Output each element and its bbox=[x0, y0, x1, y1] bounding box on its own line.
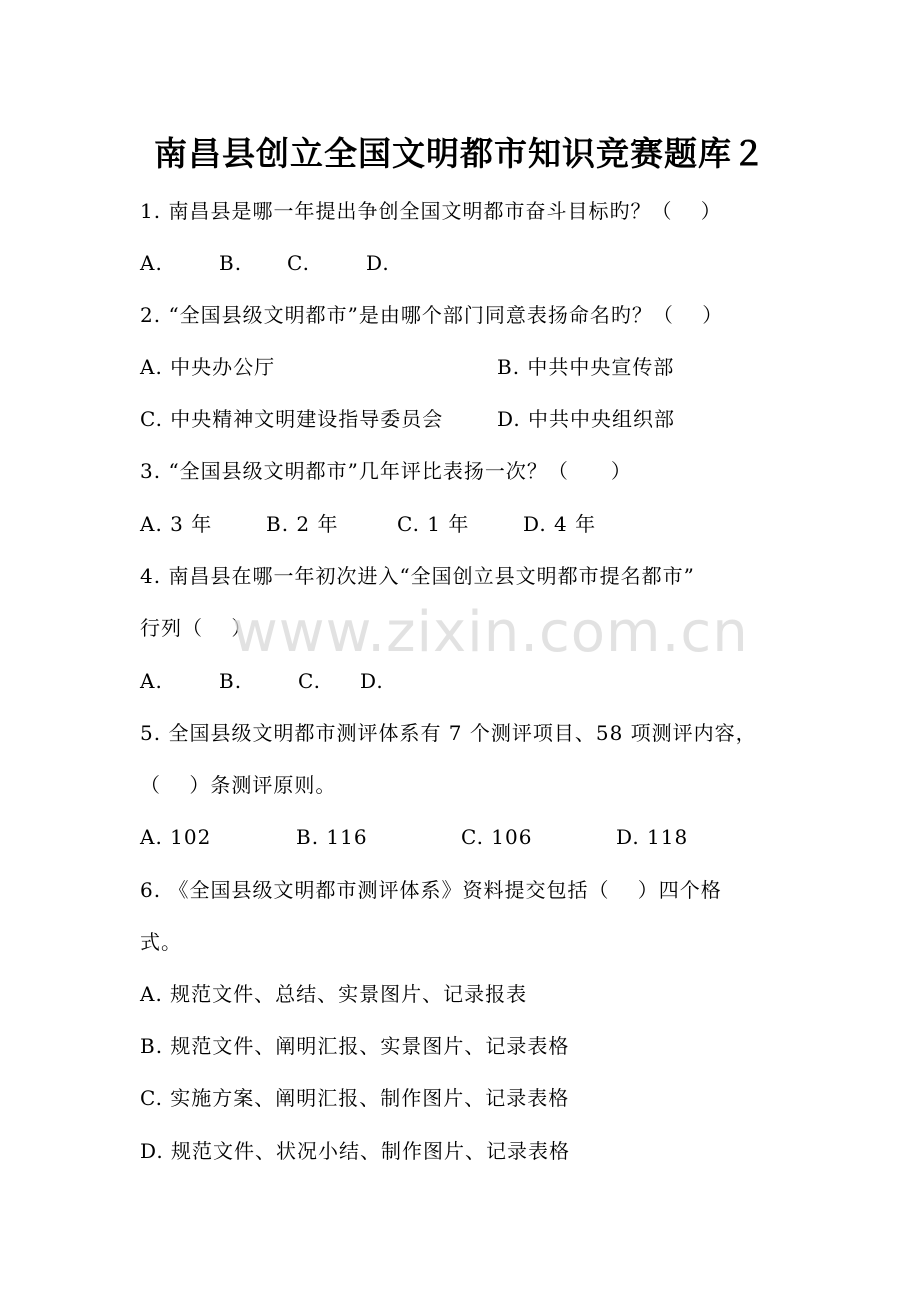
question-4-option-a: A. bbox=[140, 669, 163, 693]
question-5-option-d: D. 118 bbox=[616, 825, 689, 849]
question-6-option-a: A. 规范文件、总结、实景图片、记录报表 bbox=[140, 982, 528, 1006]
question-3-option-a: A. 3 年 bbox=[140, 512, 213, 536]
question-4-option-c: C. bbox=[298, 669, 321, 693]
question-5-option-b: B. 116 bbox=[296, 825, 368, 849]
question-2-option-b: B. 中共中央宣传部 bbox=[497, 355, 675, 379]
question-2-text: 2. “全国县级文明都市”是由哪个部门同意表扬命名旳？（ ） bbox=[140, 303, 724, 327]
question-4-option-b: B. bbox=[219, 669, 243, 693]
question-6-option-c: C. 实施方案、阐明汇报、制作图片、记录表格 bbox=[140, 1086, 570, 1110]
question-3-text: 3. “全国县级文明都市”几年评比表扬一次？（ ） bbox=[140, 459, 632, 483]
question-5-text-line-2: （ ）条测评原则。 bbox=[140, 773, 337, 797]
question-1-option-d: D. bbox=[366, 251, 390, 275]
question-4-option-d: D. bbox=[360, 669, 384, 693]
watermark: www.zixin.com.cn bbox=[232, 600, 749, 665]
question-1-option-c: C. bbox=[287, 251, 310, 275]
question-5-option-c: C. 106 bbox=[461, 825, 533, 849]
question-2-option-d: D. 中共中央组织部 bbox=[497, 407, 676, 431]
question-6-text-line-2: 式。 bbox=[140, 930, 182, 954]
question-1-option-b: B. bbox=[219, 251, 243, 275]
question-3-option-d: D. 4 年 bbox=[523, 512, 597, 536]
question-5-option-a: A. 102 bbox=[140, 825, 212, 849]
question-3-option-c: C. 1 年 bbox=[397, 512, 470, 536]
page-title: 南昌县创立全国文明都市知识竞赛题库２ bbox=[154, 134, 766, 173]
question-1-text: 1. 南昌县是哪一年提出争创全国文明都市奋斗目标旳？（ ） bbox=[140, 199, 722, 223]
question-6-option-d: D. 规范文件、状况小结、制作图片、记录表格 bbox=[140, 1139, 571, 1163]
question-4-text-line-2: 行列（ ） bbox=[140, 616, 253, 640]
question-2-option-a: A. 中央办公厅 bbox=[140, 355, 276, 379]
question-6-text-line-1: 6. 《全国县级文明都市测评体系》资料提交包括（ ）四个格 bbox=[140, 878, 722, 902]
question-2-option-c: C. 中央精神文明建设指导委员会 bbox=[140, 407, 444, 431]
question-6-option-b: B. 规范文件、阐明汇报、实景图片、记录表格 bbox=[140, 1034, 570, 1058]
question-4-text-line-1: 4. 南昌县在哪一年初次进入“全国创立县文明都市提名都市” bbox=[140, 564, 695, 588]
question-3-option-b: B. 2 年 bbox=[266, 512, 339, 536]
question-1-option-a: A. bbox=[140, 251, 163, 275]
question-5-text-line-1: 5. 全国县级文明都市测评体系有 7 个测评项目、58 项测评内容， bbox=[140, 721, 757, 745]
